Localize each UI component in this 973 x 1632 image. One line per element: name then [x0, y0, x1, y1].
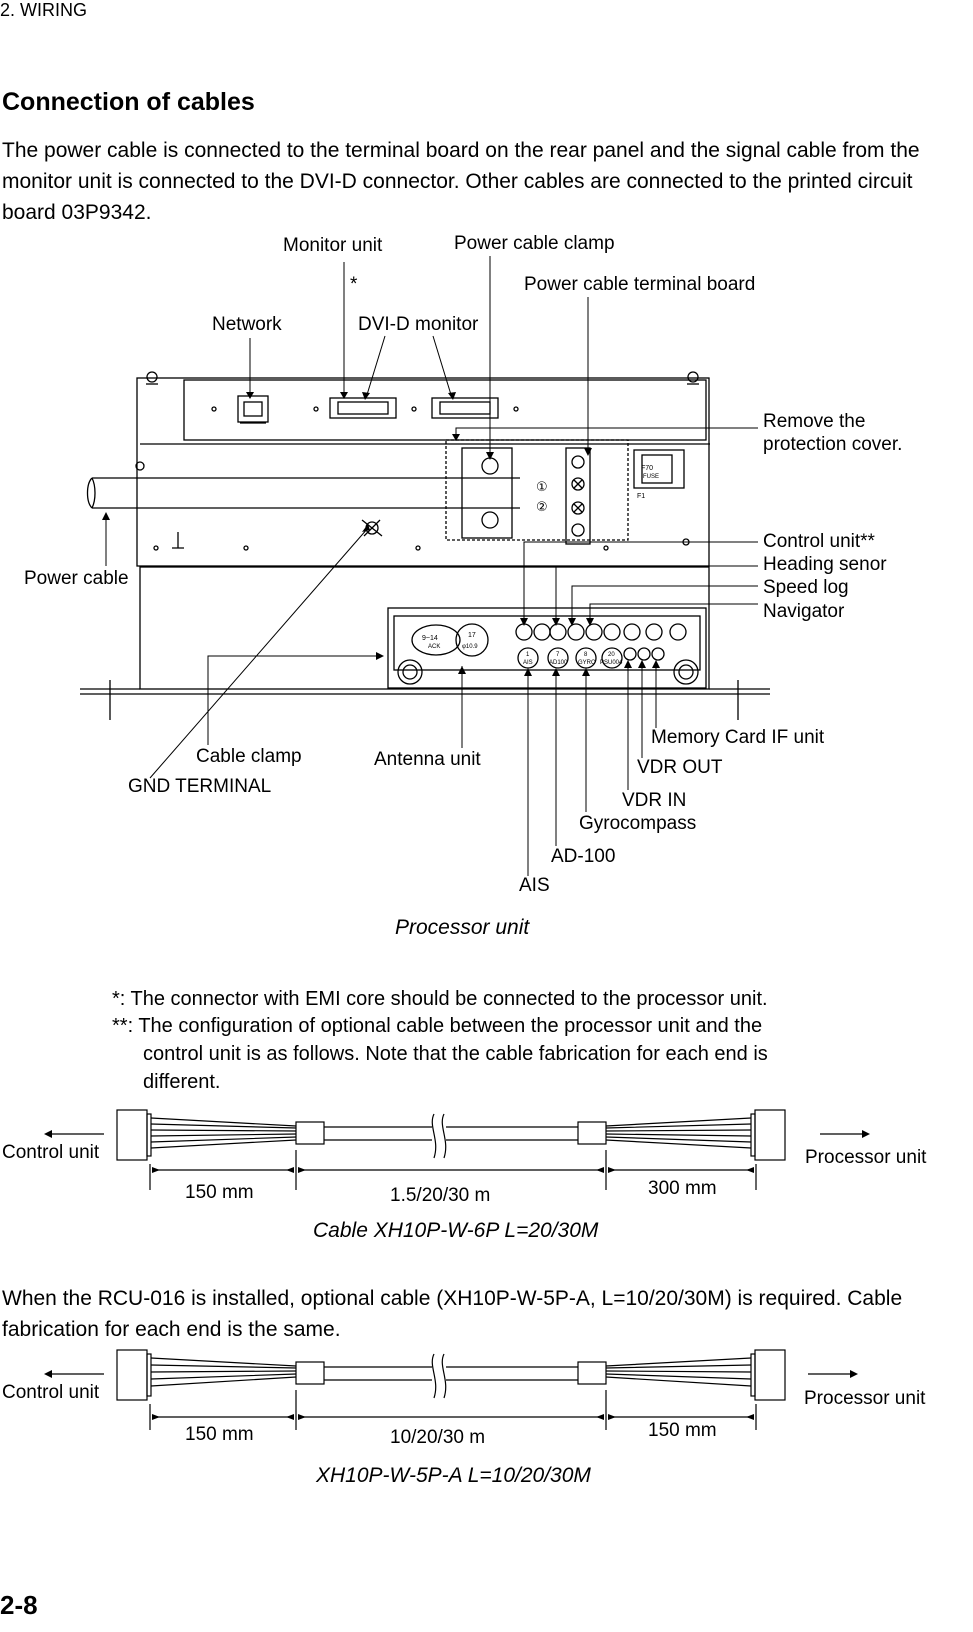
conn-20-label: 20: [608, 652, 615, 658]
cable1-dim-left: 150 mm: [185, 1182, 254, 1203]
note-optional-line3: different.: [143, 1071, 221, 1093]
conn-20-sub: PSU004: [600, 660, 623, 666]
cable1-caption: Cable XH10P-W-6P L=20/30M: [313, 1219, 599, 1242]
conn-9-14-label: 9~14: [422, 635, 438, 642]
label-ad-100: AD-100: [551, 846, 616, 867]
f1-label: F1: [637, 493, 646, 500]
conn-7-sub: AD100: [549, 660, 568, 666]
fuse-sub-label: FUSE: [643, 474, 660, 480]
conn-17-label: 17: [468, 632, 476, 639]
conn-17-sub: φ10.9: [462, 644, 478, 650]
terminal-2-label: ②: [536, 500, 548, 515]
label-dvi-d-monitor: DVI-D monitor: [358, 314, 479, 335]
label-remove-cover-1: Remove the: [763, 411, 866, 432]
label-heading-sensor: Heading senor: [763, 554, 887, 575]
fuse-label: F70: [641, 465, 654, 472]
conn-8-label: 8: [584, 652, 588, 658]
cable2-dim-left: 150 mm: [185, 1424, 254, 1445]
label-gyrocompass: Gyrocompass: [579, 813, 697, 834]
cable2-dim-mid: 10/20/30 m: [390, 1427, 486, 1448]
label-network: Network: [212, 314, 282, 335]
cable1-dim-mid: 1.5/20/30 m: [390, 1185, 491, 1206]
cable2-drawing: [52, 1350, 850, 1430]
page-number: 2-8: [0, 1590, 38, 1620]
diagram-caption: Processor unit: [395, 916, 530, 939]
section-header: 2. WIRING: [0, 0, 88, 20]
note-emi: *: The connector with EMI core should be connected to the processor unit.: [112, 988, 768, 1010]
cable2-right-label: Processor unit: [804, 1388, 926, 1409]
cable1-drawing: [52, 1110, 862, 1190]
intro-paragraph: The power cable is connected to the terminal board on the rear panel and the signal cable from the monitor unit is connected to the DVI-D connector. Other cables are connected to the printed circuit board 03P9342.: [2, 139, 920, 224]
label-navigator: Navigator: [763, 601, 845, 622]
cable1-right-label: Processor unit: [805, 1147, 927, 1168]
label-memory-card-if-unit: Memory Card IF unit: [651, 727, 825, 748]
label-ais: AIS: [519, 875, 550, 896]
cable1-left-label: Control unit: [2, 1142, 100, 1163]
rcu016-paragraph: When the RCU-016 is installed, optional cable (XH10P-W-5P-A, L=10/20/30M) is required. Cable fabrication for each end is the same.: [2, 1287, 903, 1341]
label-vdr-in: VDR IN: [622, 790, 687, 811]
label-remove-cover-2: protection cover.: [763, 434, 903, 455]
cable1-dim-right: 300 mm: [648, 1178, 717, 1199]
label-vdr-out: VDR OUT: [637, 757, 723, 778]
terminal-1-label: ①: [536, 480, 548, 495]
page-heading: Connection of cables: [2, 88, 255, 116]
note-optional-line2: control unit is as follows. Note that the cable fabrication for each end is: [143, 1043, 768, 1065]
conn-1-label: 1: [526, 652, 530, 658]
label-antenna-unit: Antenna unit: [374, 749, 481, 770]
note-optional-line1: **: The configuration of optional cable between the processor unit and the: [112, 1015, 763, 1037]
cable2-caption: XH10P-W-5P-A L=10/20/30M: [316, 1464, 591, 1487]
label-power-cable: Power cable: [24, 568, 129, 589]
label-control-unit: Control unit**: [763, 531, 875, 552]
label-asterisk: *: [350, 274, 358, 295]
conn-8-sub: GYRO: [578, 660, 596, 666]
conn-9-14-sub: ACK: [428, 644, 441, 650]
label-speed-log: Speed log: [763, 577, 849, 598]
label-cable-clamp: Cable clamp: [196, 746, 302, 767]
cable2-dim-right: 150 mm: [648, 1420, 717, 1441]
conn-1-sub: AIS: [523, 660, 533, 666]
label-power-cable-terminal-board: Power cable terminal board: [524, 274, 756, 295]
label-power-cable-clamp: Power cable clamp: [454, 233, 615, 254]
conn-7-label: 7: [556, 652, 560, 658]
label-monitor-unit: Monitor unit: [283, 235, 383, 256]
cable2-left-label: Control unit: [2, 1382, 100, 1403]
label-gnd-terminal: GND TERMINAL: [128, 776, 272, 797]
